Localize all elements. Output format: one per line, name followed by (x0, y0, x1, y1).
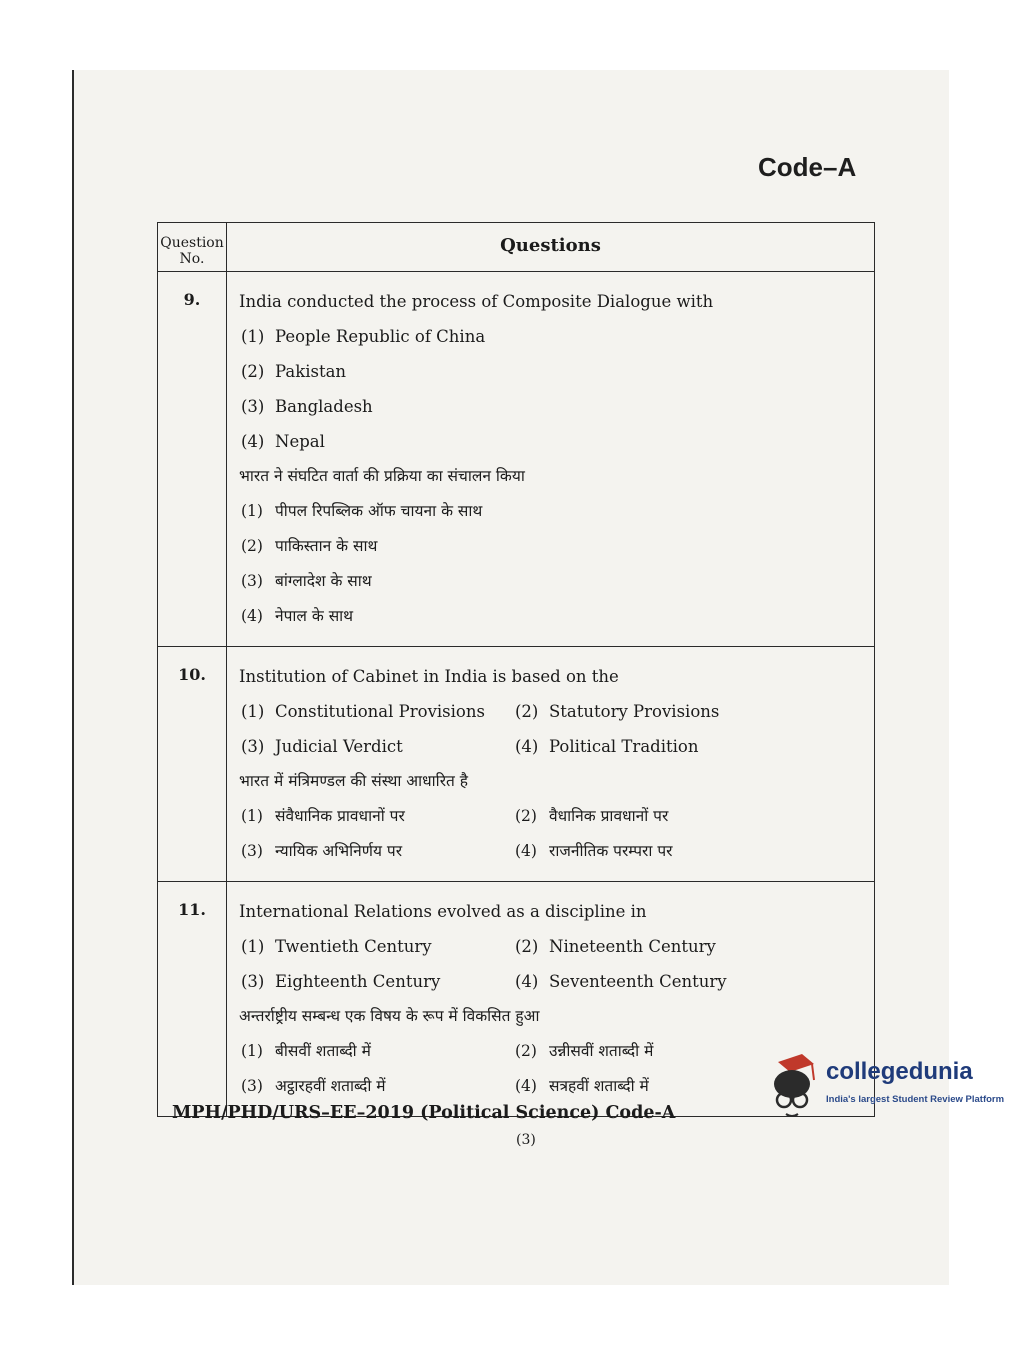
question-number: 9. (158, 272, 227, 647)
option-hi: (3) अट्ठारहवीं शताब्दी में (241, 1077, 386, 1095)
option-row-hi (239, 799, 866, 834)
option-en: (2) Nineteenth Century (515, 937, 716, 956)
question-text-en: Institution of Cabinet in India is based on the (239, 667, 619, 686)
option-hi: (1) संवैधानिक प्रावधानों पर (241, 807, 405, 825)
option-en: (4) Political Tradition (515, 737, 699, 756)
option-hi: (4) नेपाल के साथ (241, 607, 354, 625)
column-header-questions: Questions (227, 223, 875, 272)
option-en: (2) Pakistan (241, 362, 347, 381)
option-en: (4) Seventeenth Century (515, 972, 727, 991)
question-text-en: India conducted the process of Composite Dialogue with (239, 292, 714, 311)
mascot-icon (768, 1054, 822, 1126)
questions-table (157, 222, 875, 1117)
option-row-en (239, 964, 866, 999)
collegedunia-watermark[interactable] (768, 1050, 1005, 1130)
question-text-hi: भारत ने संघटित वार्ता की प्रक्रिया का संचालन किया (239, 467, 525, 485)
paper-code-footer: MPH/PHD/URS–EE–2019 (Political Science) Code-A (172, 1103, 676, 1123)
question-text-hi: अन्तर्राष्ट्रीय सम्बन्ध एक विषय के रूप में विकसित हुआ (239, 1007, 540, 1025)
option-en: (4) Nepal (241, 432, 325, 451)
option-row-hi (239, 834, 866, 869)
option-en: (3) Judicial Verdict (241, 737, 403, 756)
option-en: (2) Statutory Provisions (515, 702, 720, 721)
question-body (227, 272, 875, 647)
option-hi: (2) उन्नीसवीं शताब्दी में (515, 1042, 654, 1060)
question-text-hi: भारत में मंत्रिमण्डल की संस्था आधारित है (239, 772, 469, 790)
page-number: (3) (516, 1132, 536, 1148)
question-number: 10. (158, 647, 227, 882)
option-hi: (1) पीपल रिपब्लिक ऑफ चायना के साथ (241, 502, 483, 520)
option-en: (1) Constitutional Provisions (241, 702, 485, 721)
option-row-en (239, 694, 866, 729)
option-en: (3) Eighteenth Century (241, 972, 441, 991)
brand-name: collegedunia (826, 1058, 973, 1085)
option-hi: (3) बांग्लादेश के साथ (241, 572, 372, 590)
option-en: (1) Twentieth Century (241, 937, 432, 956)
option-row-en (239, 929, 866, 964)
option-hi: (1) बीसवीं शताब्दी में (241, 1042, 371, 1060)
question-row-9 (158, 272, 875, 647)
option-hi: (4) राजनीतिक परम्परा पर (515, 842, 673, 860)
question-text-en: International Relations evolved as a discipline in (239, 902, 647, 921)
question-row-11 (158, 882, 875, 1117)
question-number: 11. (158, 882, 227, 1117)
option-row-en (239, 729, 866, 764)
question-row-10 (158, 647, 875, 882)
option-hi: (2) वैधानिक प्रावधानों पर (515, 807, 669, 825)
option-hi: (2) पाकिस्तान के साथ (241, 537, 378, 555)
column-header-question-no: Question No. (158, 223, 227, 272)
option-hi: (4) सत्रहवीं शताब्दी में (515, 1077, 649, 1095)
brand-tagline: India's largest Student Review Platform (826, 1094, 1005, 1105)
option-hi: (3) न्यायिक अभिनिर्णय पर (241, 842, 403, 860)
question-body (227, 647, 875, 882)
option-en: (3) Bangladesh (241, 397, 373, 416)
paper-code-top: Code–A (758, 152, 857, 182)
option-en: (1) People Republic of China (241, 327, 486, 346)
